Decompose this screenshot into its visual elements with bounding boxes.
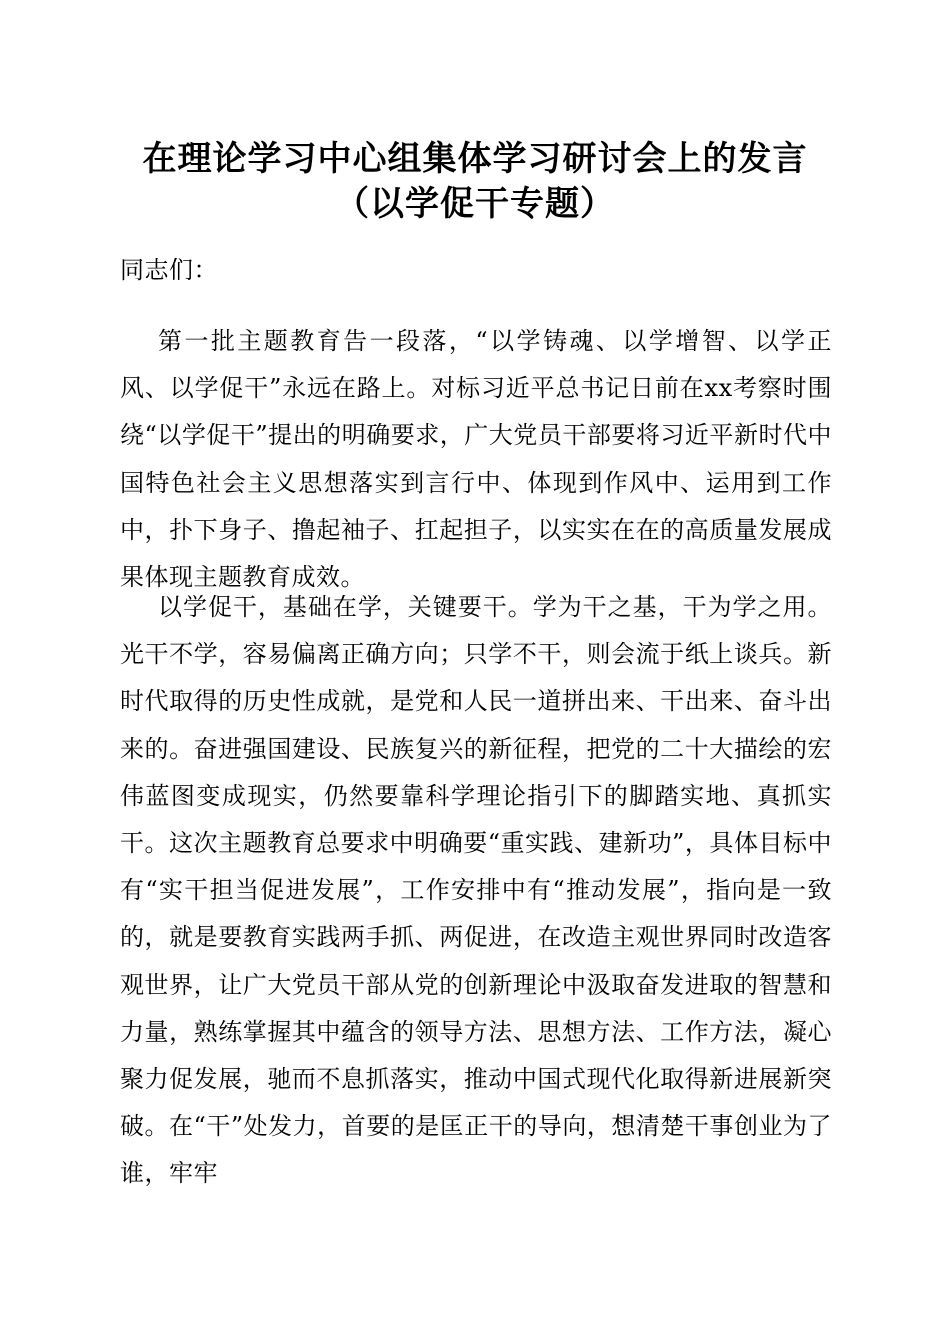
document-title: 在理论学习中心组集体学习研讨会上的发言	[142, 139, 808, 179]
paragraph-2: 以学促干，基础在学，关键要干。学为干之基，干为学之用。光干不学，容易偏离正确方向；只学不干，则会流于纸上谈兵。新时代取得的历史性成就，是党和人民一道拼出来、干出来、奋斗出来的。奋进强国建设、民族复兴的新征程，把党的二十大描绘的宏伟蓝图变成现实，仍然要靠科学理论指引下的脚踏实地、真抓实干。这次主题教育总要求中明确要“重实践、建新功”，具体目标中有“实干担当促进发展”，工作安排中有“推动发展”，指向是一致的，就是要教育实践两手抓、两促进，在改造主观世界同时改造客观世界，让广大党员干部从党的创新理论中汲取奋发进取的智慧和力量，熟练掌握其中蕴含的领导方法、思想方法、工作方法，凝心聚力促发展，驰而不息抓落实，推动中国式现代化取得新进展新突破。在“干”处发力，首要的是匡正干的导向，想清楚干事创业为了谁，牢牢	[120, 593, 832, 1188]
document-subtitle: （以学促干专题）	[335, 184, 615, 224]
paragraph-1: 第一批主题教育告一段落，“以学铸魂、以学增智、以学正风、以学促干”永远在路上。对标习近平总书记日前在xx考察时围绕“以学促干”提出的明确要求，广大党员干部要将习近平新时代中国特色社会主义思想落实到言行中、体现到作风中、运用到工作中，扑下身子、撸起袖子、扛起担子，以实实在在的高质量发展成果体现主题教育成效。	[120, 327, 832, 592]
salutation: 同志们：	[120, 256, 218, 284]
